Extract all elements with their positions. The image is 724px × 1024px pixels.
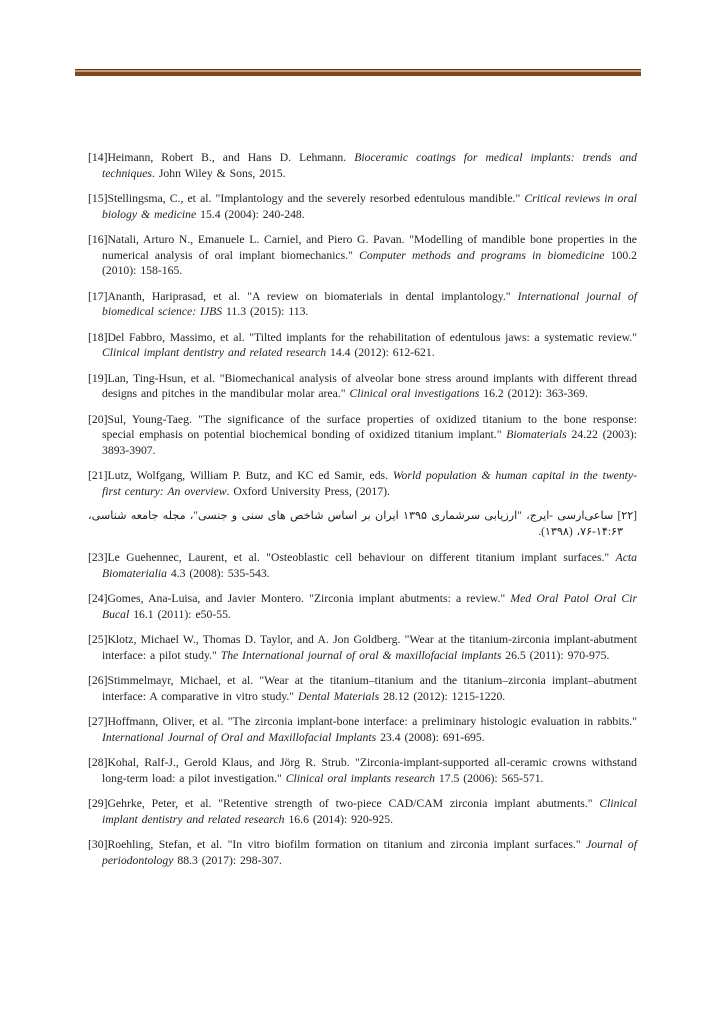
reference-item-22 [88, 509, 637, 540]
reference-item-29 [88, 796, 637, 827]
reference-number: [14] [88, 151, 108, 164]
reference-item-18 [88, 330, 637, 361]
reference-text: Heimann, Robert B., and Hans D. Lehmann. [107, 151, 355, 164]
reference-number: [16] [88, 233, 108, 246]
reference-number: [19] [88, 371, 108, 385]
reference-title-italic: Journal of periodontology [102, 838, 637, 867]
reference-number: [29] [88, 797, 108, 810]
reference-number: [30] [88, 838, 108, 851]
reference-item-24 [88, 591, 637, 622]
reference-title-italic: Clinical implant dentistry and related research [102, 797, 637, 826]
header-rule [75, 69, 641, 76]
reference-title-italic: Med Oral Patol Oral Cir Bucal [102, 592, 637, 621]
reference-item-19 [88, 371, 637, 402]
reference-number: [27] [88, 715, 108, 728]
reference-item-28 [88, 755, 637, 786]
reference-number: [۲۲] [613, 510, 637, 522]
reference-item-23 [88, 550, 637, 581]
reference-text: 26.5 (2011): 970-975. [501, 648, 610, 662]
reference-number: [18] [88, 330, 108, 344]
reference-title-italic: Dental Materials [297, 689, 380, 703]
reference-number: [24] [88, 592, 108, 605]
reference-number: [21] [88, 469, 108, 482]
reference-title-italic: Clinical implant dentistry and related research [102, 346, 327, 359]
reference-title-italic: World population & human capital in the twenty-first century: An overview [102, 469, 637, 498]
reference-text: Sul, Young-Taeg. "The significance of the surface properties of oxidized titanium to the bone response: special emphasis on potential biochemical bonding of oxidized titanium implant." [102, 412, 637, 441]
reference-text: 14.4 (2012): 612-621. [326, 346, 435, 359]
reference-text: ساعی‌ارسی -ایرج، "ارزیابی سرشماری ۱۳۹۵ ایران بر اساس شاخص های سنی و جنسی"، مجله جامعه شناسی، ۱۴:۶۳-۷۶، (۱۳۹۸). [88, 510, 623, 538]
reference-text: Stimmelmayr, Michael, et al. "Wear at the titanium–titanium and the titanium–zirconia implant–abutment interface: A comparative in vitro study." [102, 674, 637, 703]
reference-title-italic: Clinical oral implants research [285, 771, 435, 785]
reference-text: . John Wiley & Sons, 2015. [151, 166, 286, 180]
reference-item-16 [88, 232, 637, 279]
reference-item-15 [88, 191, 637, 222]
reference-number: [23] [88, 551, 108, 564]
reference-text: 11.3 (2015): 113. [222, 305, 309, 318]
reference-text: 88.3 (2017): 298-307. [173, 853, 282, 867]
reference-title-italic: Clinical oral investigations [349, 387, 480, 400]
reference-item-17 [88, 289, 637, 320]
reference-title-italic: Biomaterials [506, 428, 567, 441]
reference-text: Del Fabbro, Massimo, et al. "Tilted implants for the rehabilitation of edentulous jaws: a systematic review." [107, 330, 637, 344]
reference-title-italic: International journal of biomedical science: IJBS [102, 289, 638, 318]
reference-title-italic: The International journal of oral & maxillofacial implants [220, 648, 502, 662]
reference-item-21 [88, 468, 637, 499]
reference-item-20 [88, 412, 637, 459]
reference-number: [26] [88, 674, 108, 687]
reference-text: 16.1 (2011): e50-55. [129, 607, 231, 621]
reference-text: 17.5 (2006): 565-571. [434, 771, 544, 785]
reference-number: [17] [88, 289, 108, 303]
reference-text: Le Guehennec, Laurent, et al. "Osteoblastic cell behaviour on different titanium implant surfaces." [107, 551, 616, 564]
reference-item-25 [88, 632, 637, 663]
reference-item-26 [88, 673, 637, 704]
reference-text: Lutz, Wolfgang, William P. Butz, and KC ed Samir, eds. [107, 469, 393, 482]
reference-number: [28] [88, 756, 108, 769]
reference-text: Gehrke, Peter, et al. "Retentive strength of two-piece CAD/CAM zirconia implant abutments." [107, 797, 600, 810]
reference-text: 16.6 (2014): 920-925. [284, 812, 394, 826]
reference-title-italic: Critical reviews in oral biology & medicine [102, 192, 637, 221]
reference-title-italic: Acta Biomaterialia [102, 551, 637, 580]
reference-number: [15] [88, 192, 108, 205]
reference-item-14 [88, 150, 637, 181]
reference-text: 16.2 (2012): 363-369. [479, 387, 588, 400]
reference-item-27 [88, 714, 637, 745]
reference-text: 28.12 (2012): 1215-1220. [379, 689, 506, 703]
reference-number: [25] [88, 633, 108, 646]
reference-text: . Oxford University Press, (2017). [226, 484, 390, 498]
reference-text: Natali, Arturo N., Emanuele L. Carniel, and Piero G. Pavan. "Modelling of mandible bone properties in the numerical analysis of oral implant biomechanics." [102, 233, 637, 262]
reference-text: 100.2 (2010): 158-165. [102, 248, 637, 277]
reference-title-italic: International Journal of Oral and Maxillofacial Implants [102, 730, 377, 744]
references-list [88, 150, 637, 878]
reference-title-italic: Bioceramic coatings for medical implants: trends and techniques [102, 151, 637, 180]
reference-text: Hoffmann, Oliver, et al. "The zirconia implant-bone interface: a preliminary histologic evaluation in rabbits." [107, 715, 637, 728]
reference-text: 24.22 (2003): 3893-3907. [102, 428, 637, 457]
reference-text: 4.3 (2008): 535-543. [166, 566, 270, 580]
reference-text: 23.4 (2008): 691-695. [376, 730, 485, 744]
reference-text: Klotz, Michael W., Thomas D. Taylor, and A. Jon Goldberg. "Wear at the titanium-zirconia implant-abutment interface: a pilot study." [102, 633, 637, 662]
reference-text: Ananth, Hariprasad, et al. "A review on biomaterials in dental implantology." [107, 289, 518, 303]
reference-text: Kohal, Ralf-J., Gerold Klaus, and Jörg R. Strub. "Zirconia-implant-supported all-ceramic crowns withstand long-term load: a pilot investigation." [102, 756, 637, 785]
reference-number: [20] [88, 412, 108, 426]
reference-text: 15.4 (2004): 240-248. [196, 207, 305, 221]
reference-item-30 [88, 837, 637, 868]
reference-text: Stellingsma, C., et al. "Implantology and the severely resorbed edentulous mandible." [107, 192, 525, 205]
reference-text: Roehling, Stefan, et al. "In vitro biofilm formation on titanium and zirconia implant surfaces." [107, 838, 587, 851]
reference-text: Gomes, Ana-Luisa, and Javier Montero. "Zirconia implant abutments: a review." [107, 592, 511, 605]
reference-title-italic: Computer methods and programs in biomedicine [359, 248, 605, 262]
reference-text: Lan, Ting-Hsun, et al. "Biomechanical analysis of alveolar bone stress around implants with different thread designs and pitches in the mandibular molar area." [102, 371, 637, 400]
